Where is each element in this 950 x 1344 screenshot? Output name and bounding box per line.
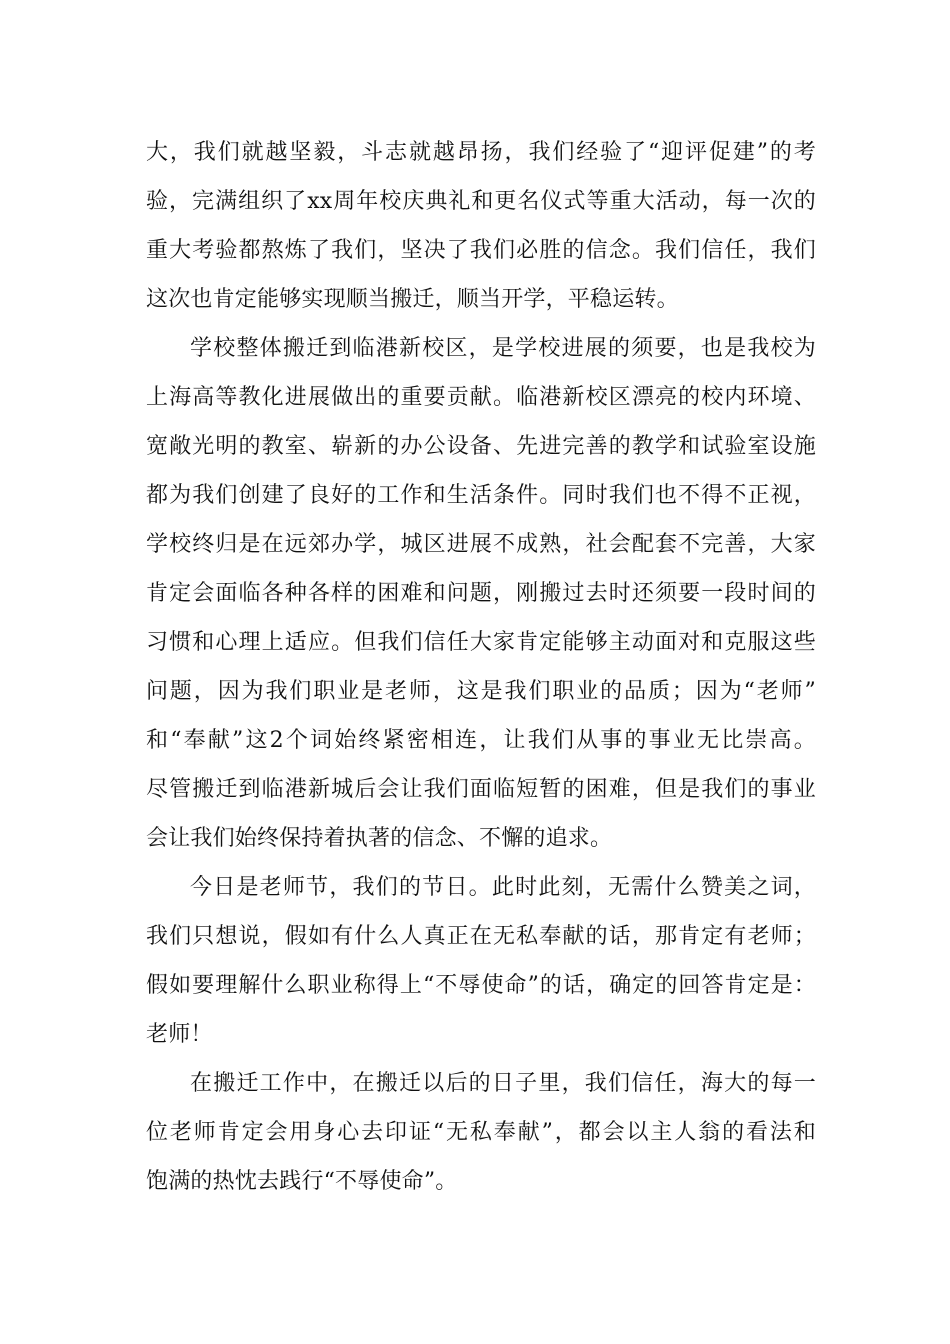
- text-line: 学校终归是在远郊办学，城区进展不成熟，社会配套不完善，大家: [146, 532, 816, 557]
- text-line: 这次也肯定能够实现顺当搬迁，顺当开学，平稳运转。: [146, 287, 679, 312]
- text-line: 饱满的热忱去践行“不辱使命”。: [146, 1169, 458, 1194]
- text-line: 重大考验都熬炼了我们，坚决了我们必胜的信念。我们信任，我们: [146, 238, 816, 263]
- text-line: 学校整体搬迁到临港新校区，是学校进展的须要，也是我校为: [190, 336, 816, 361]
- text-line: 都为我们创建了良好的工作和生活条件。同时我们也不得不正视，: [146, 483, 816, 508]
- text-line: 验，完满组织了xx周年校庆典礼和更名仪式等重大活动，每一次的: [146, 189, 816, 214]
- text-line: 和“奉献”这2个词始终紧密相连，让我们从事的事业无比崇高。: [146, 728, 816, 753]
- paragraph-1: [146, 128, 816, 324]
- paragraph-3: [146, 863, 816, 1059]
- text-line: 习惯和心理上适应。但我们信任大家肯定能够主动面对和克服这些: [146, 630, 816, 655]
- text-line: 肯定会面临各种各样的困难和问题，刚搬过去时还须要一段时间的: [146, 581, 816, 606]
- text-line: 在搬迁工作中，在搬迁以后的日子里，我们信任，海大的每一: [190, 1071, 816, 1096]
- paragraph-4: [146, 1059, 816, 1206]
- text-line: 问题，因为我们职业是老师，这是我们职业的品质；因为“老师”: [146, 679, 816, 704]
- text-line: 位老师肯定会用身心去印证“无私奉献”，都会以主人翁的看法和: [146, 1120, 816, 1145]
- text-line: 我们只想说，假如有什么人真正在无私奉献的话，那肯定有老师；: [146, 924, 816, 949]
- text-line: 会让我们始终保持着执著的信念、不懈的追求。: [146, 826, 613, 851]
- text-line: 尽管搬迁到临港新城后会让我们面临短暂的困难，但是我们的事业: [146, 777, 816, 802]
- document-body: [146, 128, 816, 1206]
- text-line: 宽敞光明的教室、崭新的办公设备、先进完善的教学和试验室设施: [146, 434, 816, 459]
- text-line: 老师！: [146, 1022, 213, 1047]
- text-line: 大，我们就越坚毅，斗志就越昂扬，我们经验了“迎评促建”的考: [146, 140, 816, 165]
- text-line: 假如要理解什么职业称得上“不辱使命”的话，确定的回答肯定是：: [146, 973, 816, 998]
- paragraph-2: [146, 324, 816, 863]
- text-line: 今日是老师节，我们的节日。此时此刻，无需什么赞美之词，: [190, 875, 816, 900]
- text-line: 上海高等教化进展做出的重要贡献。临港新校区漂亮的校内环境、: [146, 385, 816, 410]
